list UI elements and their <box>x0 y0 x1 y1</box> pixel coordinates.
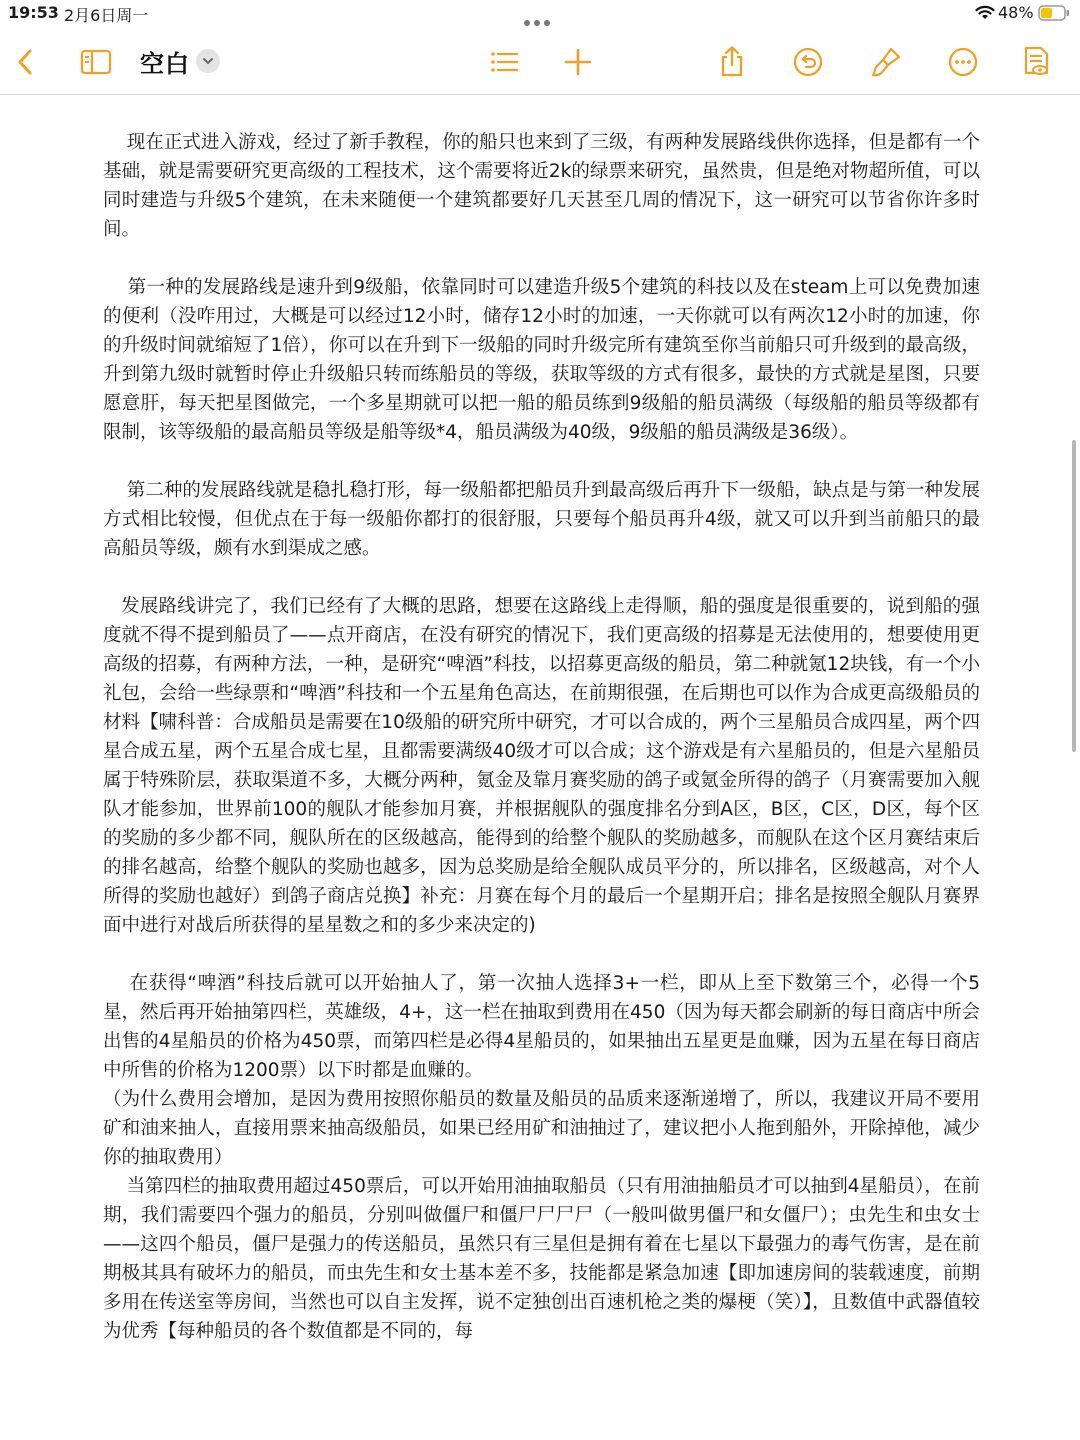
paragraph-4: 发展路线讲完了，我们已经有了大概的思路，想要在这路线上走得顺，船的强度是很重要的，说到船的强度就不得不提到船员了——点开商店，在没有研究的情况下，我们更高级的招募是无法使用的，想要使用更高级的招募，有两种方法，一种，是研究“啤酒”科技，以招募更高级的船员，第二种就氪12块钱，有一个小礼包，会给一些绿票和“啤酒”科技和一个五星角色高达，在前期很强，在后期也可以作为合成更高级船员的材料【啸科普：合成船员是需要在10级船的研究所中研究，才可以合成的，两个三星船员合成四星，两个四星合成五星，两个五星合成七星，且都需要满级40级才可以合成；这个游戏是有六星船员的，但是六星船员属于特殊阶层，获取渠道不多，大概分两种，氪金及靠月赛奖励的鸽子或氪金所得的鸽子（月赛需要加入舰队才能参加，世界前100的舰队才能参加月赛，并根据舰队的强度排名分到A区，B区，C区，D区，每个区的奖励的多少都不同，舰队所在的区级越高，能得到的给整个舰队的奖励越多，而舰队在这个区月赛结束后的排名越高，给整个舰队的奖励也越多，因为总奖励是给全舰队成员平分的，所以排名，区级越高，对个人所得的奖励也越好）到鸽子商店兑换】补充：月赛在每个月的最后一个星期开启；排名是按照全舰队月赛界面中进行对战后所获得的星星数之和的多少来决定的) <box>103 596 980 936</box>
status-time: 19:53 <box>8 3 59 22</box>
more-icon <box>946 45 980 79</box>
brush-icon <box>869 45 903 79</box>
sidebar-icon <box>79 45 113 79</box>
more-button[interactable] <box>943 42 983 82</box>
markup-button[interactable] <box>866 42 906 82</box>
paragraph-3: 第二种的发展路线就是稳扎稳打形，每一级船都把船员升到最高级后再升下一级船，缺点是与第一种发展方式相比较慢，但优点在于每一级船你都打的很舒服，只要每个船员再升4级，就又可以升到当前船只的最高船员等级，颇有水到渠成之感。 <box>103 480 980 559</box>
toolbar <box>0 30 1080 95</box>
wifi-icon <box>975 5 995 21</box>
sidebar-toggle-button[interactable] <box>76 42 116 82</box>
battery-percentage: 48% <box>998 3 1034 22</box>
undo-button[interactable] <box>788 42 828 82</box>
title-menu-button[interactable] <box>196 49 220 73</box>
paragraph-7: 当第四栏的抽取费用超过450票后，可以开始用油抽取船员（只有用油抽船员才可以抽到4星船员），在前期，我们需要四个强力的船员，分别叫做僵尸和僵尸尸尸尸（一般叫做男僵尸和女僵尸）；虫先生和虫女士——这四个船员，僵尸是强力的传送船员，虽然只有三星但是拥有着在七星以下最强力的毒气伤害，是在前期极其具有破坏力的船员，而虫先生和女士基本差不多，技能都是紧急加速【即加速房间的装载速度，前期多用在传送室等房间，当然也可以自主发挥，说不定独创出百速机枪之类的爆梗（笑）】，且数值中武器值较为优秀【每种船员的各个数值都是不同的，每 <box>103 1176 980 1342</box>
share-icon <box>715 45 749 79</box>
list-icon <box>487 45 521 79</box>
document-view-icon <box>1019 45 1053 79</box>
paragraph-1: 现在正式进入游戏，经过了新手教程，你的船只也来到了三级，有两种发展路线供你选择，但是都有一个基础，就是需要研究更高级的工程技术，这个需要将近2k的绿票来研究，虽然贵，但是绝对物超所值，可以同时建造与升级5个建筑，在未来随便一个建筑都要好几天甚至几周的情况下，这一研究可以节省你许多时间。 <box>103 132 980 240</box>
document-body[interactable] <box>103 128 980 1346</box>
format-list-button[interactable] <box>484 42 524 82</box>
share-button[interactable] <box>712 42 752 82</box>
paragraph-5: 在获得“啤酒”科技后就可以开始抽人了，第一次抽人选择3+一栏，即从上至下数第三个，必得一个5星，然后再开始抽第四栏，英雄级，4+，这一栏在抽取到费用在450（因为每天都会刷新的每日商店中所会出售的4星船员的价格为450票，而第四栏是必得4星船员的，如果抽出五星更是血赚，因为五星在每日商店中所售的价格为1200票）以下时都是血赚的。 <box>103 973 980 1081</box>
battery-icon <box>1038 5 1070 21</box>
back-button[interactable] <box>6 42 46 82</box>
add-button[interactable] <box>558 42 598 82</box>
back-icon <box>9 45 43 79</box>
undo-icon <box>791 45 825 79</box>
multitasking-dots-icon[interactable] <box>524 11 556 19</box>
chevron-down-icon <box>201 54 215 68</box>
paragraph-2: 第一种的发展路线是速升到9级船，依靠同时可以建造升级5个建筑的科技以及在steam上可以免费加速的便利（没咋用过，大概是可以经过12小时，储存12小时的加速，一天你就可以有两次12小时的加速，你的升级时间就缩短了1倍），你可以在升到下一级船的同时升级完所有建筑至你当前船只可升级到的最高级，升到第九级时就暂时停止升级船只转而练船员的等级，获取等级的方式有很多，最快的方式就是星图，只要愿意肝，每天把星图做完，一个多星期就可以把一船的船员练到9级船的船员满级（每级船的船员等级都有限制，该等级船的最高船员等级是船等级*4，船员满级为40级，9级船的船员满级是36级）。 <box>103 277 980 443</box>
status-date: 2月6日周一 <box>64 6 149 25</box>
plus-icon <box>561 45 595 79</box>
status-bar <box>0 0 1080 30</box>
document-title[interactable]: 空白 <box>140 50 190 78</box>
paragraph-6: （为什么费用会增加，是因为费用按照你船员的数量及船员的品质来逐渐递增了，所以，我建议开局不要用矿和油来抽人，直接用票来抽高级船员，如果已经用矿和油抽过了，建议把小人拖到船外，开除掉他，减少你的抽取费用） <box>103 1089 980 1168</box>
scroll-indicator[interactable] <box>1072 440 1076 752</box>
document-view-button[interactable] <box>1016 42 1056 82</box>
